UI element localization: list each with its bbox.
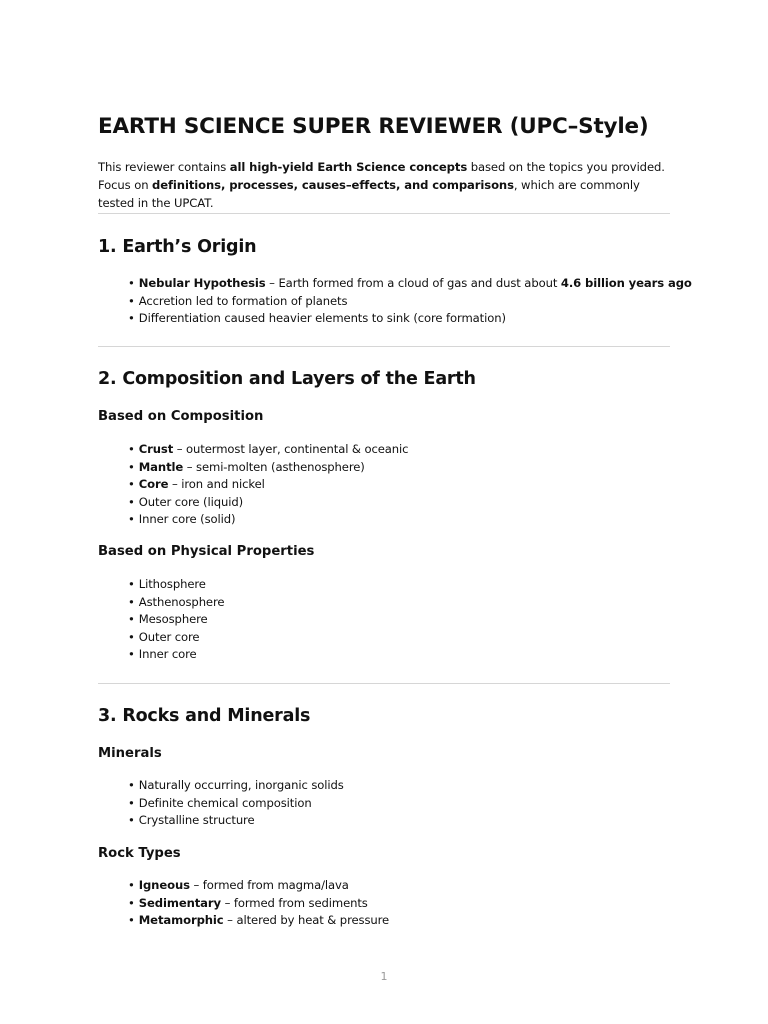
section-divider: [98, 346, 670, 347]
term: Igneous: [138, 878, 190, 892]
section-title-origin: 1. Earth’s Origin: [98, 237, 257, 257]
list-item: [128, 511, 670, 529]
bullet-glyph: •: [128, 293, 135, 308]
bullet-glyph: •: [128, 477, 135, 491]
subheading-rock-types: Rock Types: [98, 846, 181, 861]
physical-list: [128, 576, 670, 664]
list-item: [128, 494, 670, 512]
page-number: 1: [380, 970, 388, 983]
term: Mantle: [138, 459, 184, 474]
item-text: – iron and nickel: [168, 477, 265, 491]
list-item: [128, 912, 670, 930]
item-text: Crystalline structure: [138, 813, 255, 827]
item-text: Lithosphere: [138, 577, 206, 591]
item-text: – altered by heat & pressure: [223, 913, 390, 927]
bullet-glyph: •: [128, 795, 135, 810]
list-item: [128, 594, 670, 612]
bullet-glyph: •: [128, 647, 135, 661]
term: 4.6 billion years ago: [560, 276, 692, 290]
intro-text: This reviewer contains: [98, 160, 230, 174]
bullet-glyph: •: [128, 276, 135, 290]
term: Crust: [138, 442, 174, 456]
bullet-glyph: •: [128, 878, 135, 892]
bullet-glyph: •: [128, 311, 135, 325]
item-text: Inner core: [138, 647, 197, 661]
bullet-glyph: •: [128, 594, 135, 609]
item-text: Outer core: [138, 629, 200, 644]
item-text: Mesosphere: [138, 612, 208, 626]
bullet-glyph: •: [128, 612, 135, 626]
item-text: Definite chemical composition: [138, 795, 312, 810]
bullet-glyph: •: [128, 494, 135, 509]
bullet-glyph: •: [128, 778, 135, 792]
item-text: – formed from magma/lava: [189, 878, 349, 892]
origin-list: [128, 275, 692, 328]
intro-emphasis: definitions, processes, causes–effects, and comparisons: [152, 178, 514, 192]
item-text: Outer core (liquid): [138, 494, 244, 509]
list-item: [128, 275, 692, 293]
item-text: Naturally occurring, inorganic solids: [138, 778, 344, 792]
list-item: [128, 895, 670, 913]
composition-list: [128, 441, 670, 529]
bullet-glyph: •: [128, 512, 135, 526]
item-text: Inner core (solid): [138, 512, 236, 526]
bullet-glyph: •: [128, 913, 135, 927]
intro-emphasis: all high-yield Earth Science concepts: [229, 160, 468, 174]
section-divider: [98, 213, 670, 214]
intro-text: based on the topics you provided. Focus on: [98, 160, 665, 192]
item-text: – Earth formed from a cloud of gas and dust about: [265, 276, 561, 290]
term: Nebular Hypothesis: [138, 276, 266, 290]
list-item: [128, 476, 670, 494]
list-item: [128, 293, 670, 311]
item-text: – formed from sediments: [220, 895, 368, 910]
list-item: [128, 877, 670, 895]
bullet-glyph: •: [128, 813, 135, 827]
item-text: – outermost layer, continental & oceanic: [173, 442, 409, 456]
subheading-minerals: Minerals: [98, 746, 162, 761]
minerals-list: [128, 777, 670, 830]
item-text: – semi-molten (asthenosphere): [183, 459, 365, 474]
list-item: [128, 441, 670, 459]
subheading-composition: Based on Composition: [98, 409, 264, 424]
bullet-glyph: •: [128, 577, 135, 591]
list-item: [128, 310, 670, 328]
document-title: EARTH SCIENCE SUPER REVIEWER (UPC–Style): [98, 114, 649, 139]
bullet-glyph: •: [128, 459, 135, 474]
item-text: Accretion led to formation of planets: [138, 293, 348, 308]
term: Sedimentary: [138, 895, 221, 910]
list-item: [128, 576, 670, 594]
intro-paragraph: [98, 158, 670, 212]
section-divider: [98, 683, 670, 684]
item-text: Differentiation caused heavier elements to sink (core formation): [138, 311, 506, 325]
list-item: [128, 629, 670, 647]
item-text: Asthenosphere: [138, 594, 225, 609]
section-title-layers: 2. Composition and Layers of the Earth: [98, 369, 476, 389]
list-item: [128, 812, 670, 830]
bullet-glyph: •: [128, 442, 135, 456]
bullet-glyph: •: [128, 629, 135, 644]
bullet-glyph: •: [128, 895, 135, 910]
list-item: [128, 777, 670, 795]
term: Core: [138, 477, 169, 491]
subheading-physical: Based on Physical Properties: [98, 544, 315, 559]
list-item: [128, 646, 670, 664]
list-item: [128, 459, 670, 477]
section-title-rocks: 3. Rocks and Minerals: [98, 706, 311, 726]
rock-types-list: [128, 877, 670, 930]
intro-text: , which are commonly tested in the UPCAT.: [98, 178, 640, 210]
list-item: [128, 795, 670, 813]
list-item: [128, 611, 670, 629]
term: Metamorphic: [138, 913, 224, 927]
